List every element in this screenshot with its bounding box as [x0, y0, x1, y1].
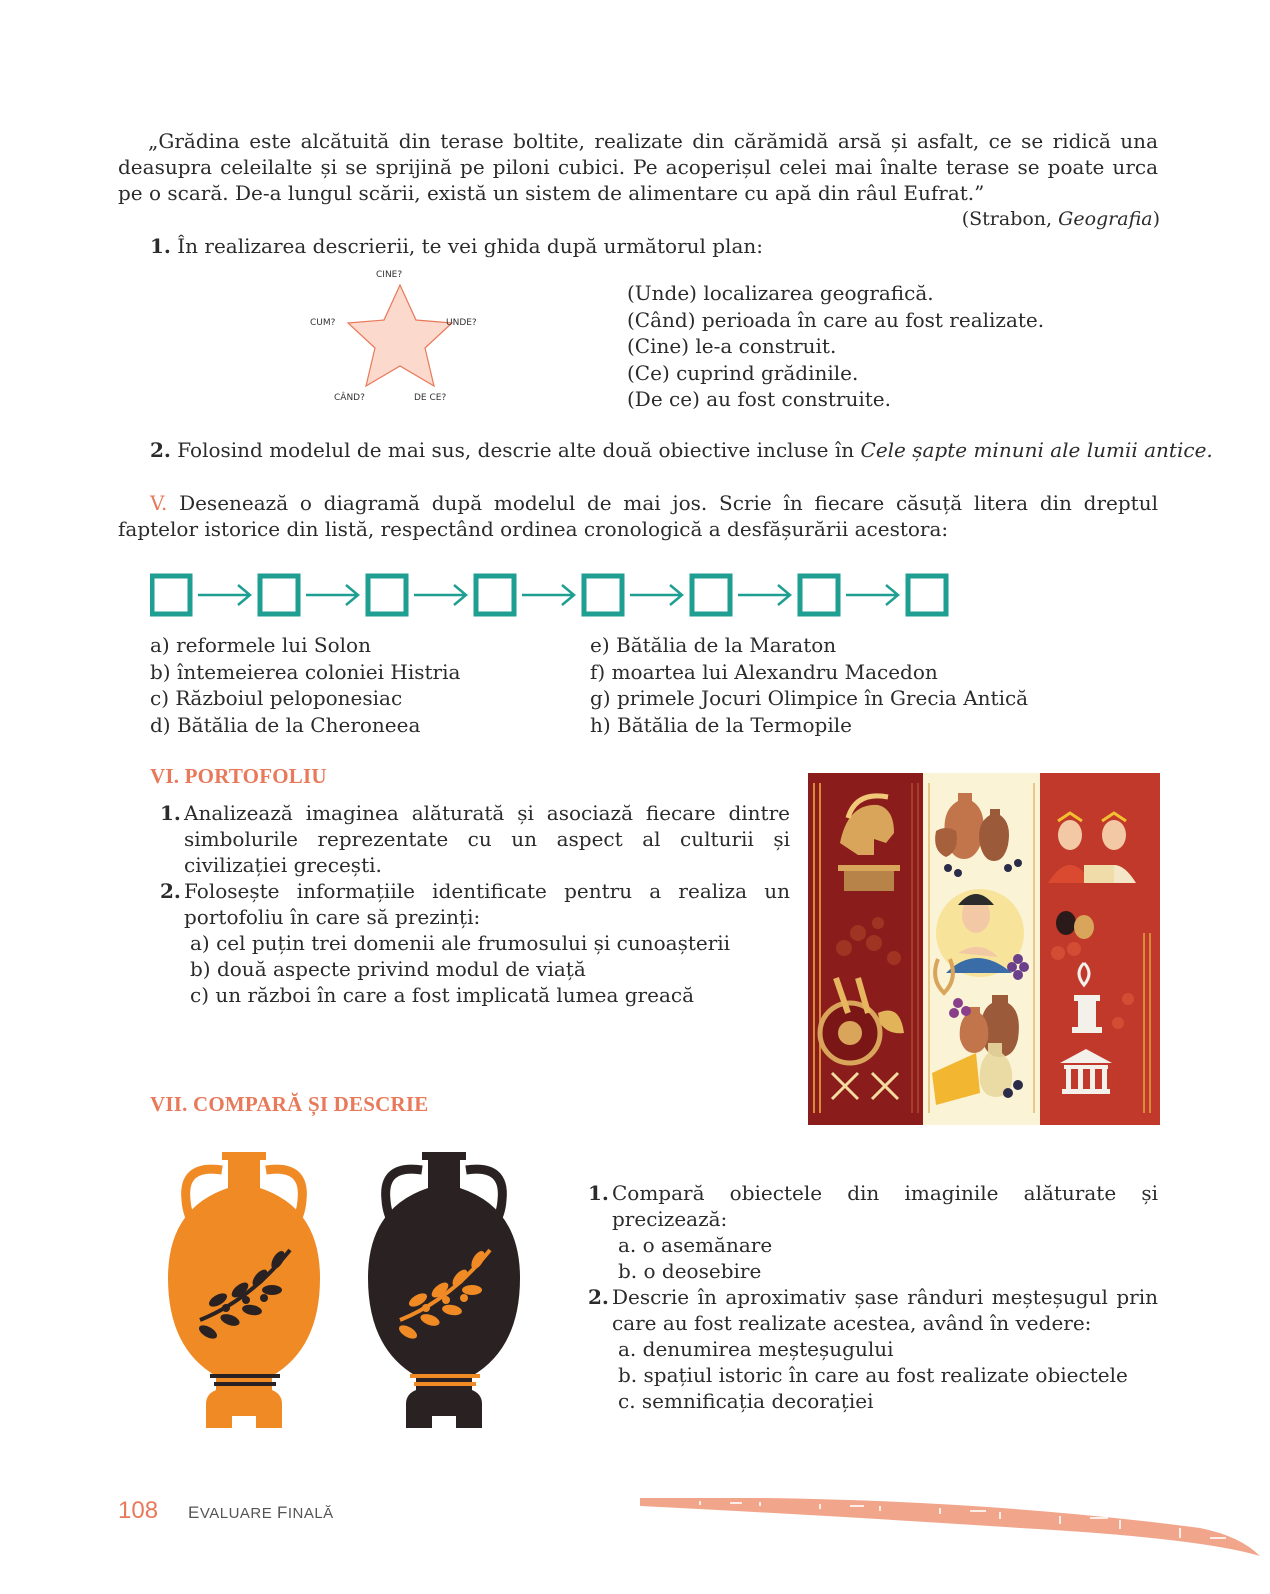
- section-5-text: Desenează o diagramă după modelul de mai jos. Scrie în fiecare căsuță litera din dreptul faptelor istorice din listă, respectând ordinea cronologică a desfășurării acestora:: [118, 491, 1158, 541]
- greek-symbols-image: [808, 773, 1160, 1125]
- plan-item: (Cine) le-a construit.: [627, 334, 837, 358]
- event-item: g) primele Jocuri Olimpice în Grecia Antică: [590, 686, 1029, 710]
- compare-item-1: [588, 1180, 1158, 1232]
- portfolio-title: VI. PORTOFOLIU: [150, 764, 327, 788]
- arrow-right-icon: [414, 585, 466, 605]
- event-item: c) Războiul peloponesiac: [150, 686, 403, 710]
- compare-sub: c. semnificația decorației: [618, 1389, 874, 1413]
- portfolio-sub: c) un război în care a fost implicată lumea greacă: [190, 983, 695, 1007]
- events-right: [590, 632, 1028, 738]
- plan-item: (Ce) cuprind grădinile.: [627, 360, 859, 385]
- arrow-right-icon: [738, 585, 790, 605]
- orange-amphora-icon: [168, 1152, 320, 1428]
- portfolio-block: [160, 800, 790, 1008]
- chronology-box: [584, 576, 622, 614]
- portfolio-sub: a) cel puțin trei domenii ale frumosului și cunoașterii: [190, 931, 731, 955]
- task-2: [150, 437, 1213, 463]
- task-1: [150, 233, 763, 259]
- chronology-box: [368, 576, 406, 614]
- chronology-box: [800, 576, 838, 614]
- runner-rest-2: INALĂ: [287, 1505, 334, 1522]
- task-2-italic: Cele șapte minuni ale lumii antice.: [860, 438, 1213, 462]
- compare-sub: b. o deosebire: [618, 1259, 762, 1283]
- black-amphora-icon: [368, 1152, 520, 1428]
- runner-cap-1: E: [188, 1503, 200, 1522]
- star-icon: [300, 268, 500, 408]
- section-5: [118, 490, 1158, 542]
- quote-source: [962, 208, 1160, 230]
- portfolio-item-2-text: Folosește informațiile identificate pentru a realiza un portofoliu în care să prezinți:: [184, 879, 790, 929]
- star-label-how: CUM?: [310, 318, 336, 328]
- portfolio-item-1: [160, 800, 790, 878]
- chronology-diagram: [150, 570, 970, 620]
- chronology-box: [476, 576, 514, 614]
- task-2-text: Folosind modelul de mai sus, descrie alte două obiective incluse în: [170, 438, 861, 462]
- star-label-when: CÂND?: [334, 393, 365, 403]
- compare-sub: a. o asemănare: [618, 1233, 773, 1257]
- compare-item-2-number: 2.: [588, 1285, 609, 1309]
- events-left: [150, 632, 460, 738]
- quote-block: [118, 128, 1158, 206]
- arrow-right-icon: [846, 585, 898, 605]
- source-author: (Strabon,: [961, 208, 1059, 230]
- compare-item-2: [588, 1284, 1158, 1336]
- portfolio-item-2: [160, 878, 790, 930]
- vases-image: [160, 1150, 540, 1432]
- chronology-box: [152, 576, 190, 614]
- chronology-box: [260, 576, 298, 614]
- source-work: Geografia: [1058, 208, 1153, 230]
- star-label-who: CINE?: [376, 270, 403, 280]
- event-item: d) Bătălia de la Cheroneea: [150, 712, 421, 737]
- plan-item: (Unde) localizarea geografică.: [627, 281, 934, 305]
- page-number: 108: [118, 1497, 159, 1524]
- event-item: a) reformele lui Solon: [150, 633, 371, 657]
- portfolio-item-1-text: Analizează imaginea alăturată și asociază fiecare dintre simbolurile reprezentate cu un aspect al culturii și civilizației grecești.: [184, 801, 790, 877]
- brush-stroke-icon: [640, 1498, 1260, 1578]
- runner-cap-2: F: [276, 1503, 288, 1522]
- plan-item: (De ce) au fost construite.: [627, 387, 891, 411]
- greek-civilization-illustration: [808, 773, 1160, 1125]
- task-2-number: 2.: [150, 438, 171, 462]
- task-1-text: În realizarea descrierii, te vei ghida după următorul plan:: [170, 234, 763, 258]
- star-label-why: DE CE?: [414, 393, 447, 403]
- event-item: f) moartea lui Alexandru Macedon: [590, 659, 938, 684]
- task-1-number: 1.: [150, 234, 171, 258]
- plan-item: (Când) perioada în care au fost realizate.: [627, 307, 1045, 332]
- chronology-boxes: [150, 570, 970, 620]
- portfolio-item-1-number: 1.: [160, 801, 181, 825]
- quote-text: „Grădina este alcătuită din terase boltite, realizate din cărămidă arsă și asfalt, ce se ridică una deasupra celeilalte și se sprijină pe piloni cubici. Pe acoperișul celei mai înalte terase se poate urca pe o scară. De-a lungul scării, există un sistem de alimentare cu apă din râul Eufrat.”: [118, 129, 1158, 205]
- decorative-brush-stroke: [640, 1498, 1260, 1578]
- arrow-right-icon: [198, 585, 250, 605]
- compare-sub: a. denumirea meșteșugului: [618, 1337, 894, 1361]
- arrow-right-icon: [306, 585, 358, 605]
- source-close: ): [1152, 208, 1160, 230]
- portfolio-item-2-number: 2.: [160, 879, 181, 903]
- runner-rest-1: VALUARE: [199, 1505, 277, 1522]
- section-5-numeral: V.: [150, 491, 168, 515]
- arrow-right-icon: [522, 585, 574, 605]
- compare-sub: b. spațiul istoric în care au fost realizate obiectele: [618, 1363, 1128, 1387]
- star-label-where: UNDE?: [446, 318, 477, 328]
- compare-item-1-number: 1.: [588, 1181, 609, 1205]
- portfolio-sub: b) două aspecte privind modul de viață: [190, 957, 586, 981]
- star-diagram: [300, 268, 500, 408]
- compare-item-2-text: Descrie în aproximativ șase rânduri meșteșugul prin care au fost realizate acestea, având în vedere:: [612, 1285, 1158, 1335]
- compare-item-1-text: Compară obiectele din imaginile alăturate și precizează:: [612, 1181, 1158, 1231]
- chronology-box: [908, 576, 946, 614]
- compare-title: VII. COMPARĂ ȘI DESCRIE: [150, 1092, 429, 1116]
- running-title: [188, 1503, 334, 1523]
- arrow-right-icon: [630, 585, 682, 605]
- plan-list: [627, 280, 1044, 413]
- vases-illustration: [160, 1150, 540, 1432]
- event-item: b) întemeierea coloniei Histria: [150, 659, 461, 684]
- event-item: h) Bătălia de la Termopile: [590, 712, 852, 737]
- compare-block: [588, 1180, 1158, 1414]
- chronology-box: [692, 576, 730, 614]
- event-item: e) Bătălia de la Maraton: [590, 633, 837, 657]
